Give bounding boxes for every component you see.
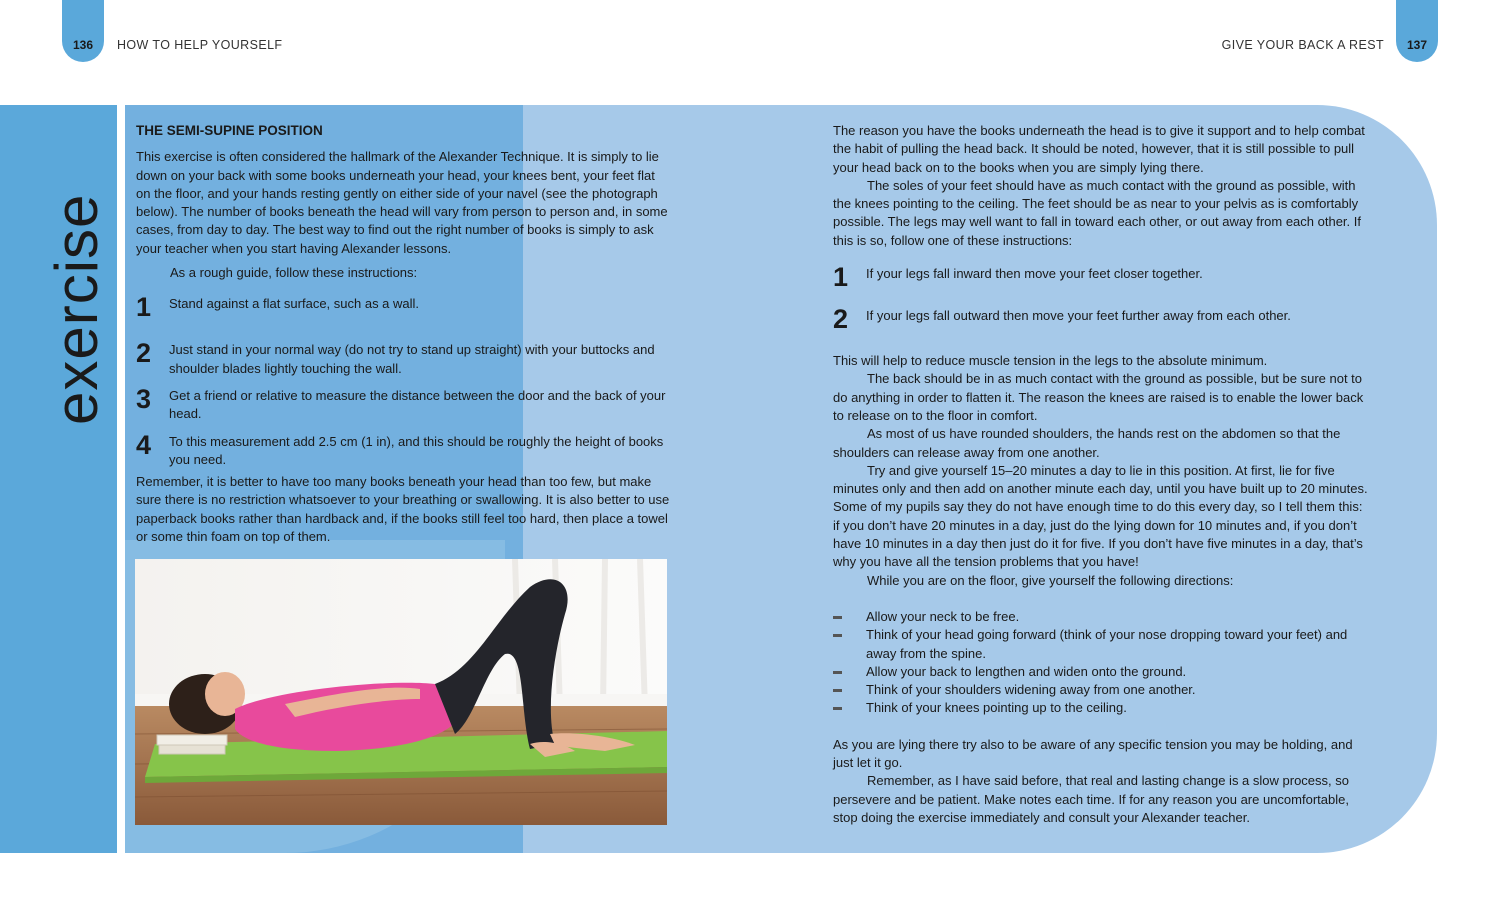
body-paragraph: This will help to reduce muscle tension in the legs to the absolute minimum.: [833, 353, 1268, 369]
semi-supine-photo: [135, 559, 667, 825]
step-text: Just stand in your normal way (do not try to stand up straight) with your buttocks and shoulder blades lightly touching the wall.: [169, 342, 655, 376]
dash-icon: [833, 689, 842, 692]
list-item: [833, 699, 1368, 717]
body-paragraph: As you are lying there try also to be aware of any specific tension you may be holding, and just let it go.: [833, 736, 1353, 771]
list-item-text: Think of your head going forward (think of your nose dropping toward your feet) and away from the spine.: [866, 627, 1348, 661]
step-text: Get a friend or relative to measure the distance between the door and the back of your head.: [169, 387, 666, 422]
step-number: 1: [833, 262, 849, 293]
body-paragraph: Remember, as I have said before, that real and lasting change is a slow process, so persevere and be patient. Make notes each time. If for any reason you are uncomfortable, stop doing the exercise immediately and consult your Alexander teacher.: [833, 773, 1349, 825]
body-paragraph: The reason you have the books underneath the head is to give it support and to help combat the habit of pulling the head back. It should be noted, however, that it is still possible to pull your head back on to the books when you are simply lying there.: [833, 123, 1365, 175]
dash-icon: [833, 616, 842, 619]
list-item-text: Think of your shoulders widening away from one another.: [866, 682, 1196, 698]
body-paragraph: The back should be in as much contact with the ground as possible, but be sure not to do anything in order to flatten it. The reason the knees are raised is to enable the lower back to release on to the floor in comfort.: [833, 371, 1364, 423]
step-number: 4: [136, 429, 152, 460]
list-item: [833, 681, 1368, 699]
intro-paragraph: This exercise is often considered the hallmark of the Alexander Technique. It is simply to lie down on your back with some books underneath your head, your knees bent, your feet flat on the floor, and your hands resting gently on either side of your navel (see the photograph below). The number of books beneath the head will vary from person to person and, in some cases, from day to day. The best way to find out the right number of books is simply to ask your teacher when you start having Alexander lessons.: [136, 149, 668, 256]
closing-paragraph: Remember, it is better to have too many books beneath your head than too few, but make sure there is no restriction whatsoever to your breathing or swallowing. It is also better to use paperback books rather than hardback and, if the books still feel too hard, then place a towel or some thin foam on top of them.: [136, 474, 670, 545]
right-running-head: GIVE YOUR BACK A REST: [1221, 38, 1384, 52]
step-item: [136, 338, 671, 378]
list-item-text: Think of your knees pointing up to the ceiling.: [866, 700, 1127, 716]
left-running-head: HOW TO HELP YOURSELF: [117, 38, 283, 52]
step-item: [833, 262, 1368, 292]
step-item: [136, 430, 671, 470]
body-paragraph: The soles of your feet should have as much contact with the ground as possible, with the knees pointing to the ceiling. The feet should be as near to your pelvis as is comfortably possible. The legs may well want to fall in toward each other, or out away from each other. If this is so, follow one of these instructions:: [833, 177, 1361, 248]
step-text: Stand against a flat surface, such as a wall.: [169, 296, 420, 312]
list-item: [833, 663, 1368, 681]
dash-icon: [833, 671, 842, 674]
section-heading: THE SEMI-SUPINE POSITION: [136, 123, 323, 138]
right-page-number: 137: [1396, 0, 1438, 62]
step-item: [833, 304, 1368, 334]
exercise-sidebar: [0, 105, 117, 853]
body-paragraph: As most of us have rounded shoulders, the hands rest on the abdomen so that the shoulders can release away from one another.: [833, 426, 1341, 460]
left-column: [136, 122, 671, 546]
step-number: 2: [833, 304, 849, 335]
dash-icon: [833, 707, 842, 710]
body-paragraph: While you are on the floor, give yourself the following directions:: [867, 572, 1234, 588]
directions-list: [833, 608, 1368, 718]
step-item: [136, 292, 671, 322]
list-item-text: Allow your neck to be free.: [866, 608, 1020, 624]
semi-supine-illustration: [135, 559, 667, 825]
step-text: To this measurement add 2.5 cm (1 in), and this should be roughly the height of books you need.: [169, 433, 664, 467]
sidebar-label: exercise: [43, 193, 110, 425]
dash-icon: [833, 634, 842, 637]
body-paragraph: Try and give yourself 15–20 minutes a day to lie in this position. At first, lie for five minutes only and then add on another minute each day, until you have built up to 20 minutes. Some of my pupils say they do not have enough time to do this every day, so I tell them this: if you don’t have 20 minutes in a day, just do the lying down for 10 minutes and, if you don’t have 10 minutes in a day then just do it for five. If you don’t have five minutes in a day, that’s why you have all the tension problems that you have!: [833, 462, 1368, 570]
list-item-text: Allow your back to lengthen and widen onto the ground.: [866, 663, 1187, 679]
step-item: [136, 384, 671, 424]
list-item: [833, 608, 1368, 626]
step-number: 1: [136, 292, 152, 323]
guide-paragraph: As a rough guide, follow these instructions:: [170, 265, 418, 281]
step-number: 3: [136, 383, 152, 414]
step-number: 2: [136, 338, 152, 369]
step-text: If your legs fall outward then move your feet further away from each other.: [866, 308, 1291, 324]
list-item: [833, 626, 1368, 663]
step-text: If your legs fall inward then move your feet closer together.: [866, 266, 1203, 282]
left-page-number: 136: [62, 0, 104, 62]
right-column: [833, 122, 1368, 827]
